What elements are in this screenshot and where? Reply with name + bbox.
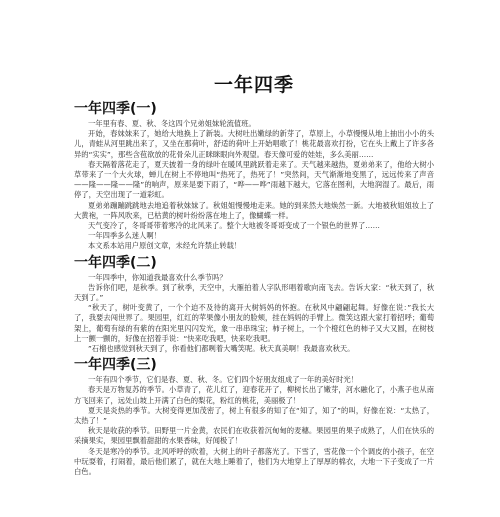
section-1 bbox=[74, 100, 434, 252]
paragraph: 春天是万物复苏的季节。小草青了，花儿红了，迎春花开了，柳树长出了嫩芽，河水融化了，小燕子也从南方飞回来了，远处山坡上开满了白色的梨花，粉红的桃花，美丽极了！ bbox=[74, 385, 434, 405]
section-heading: 一年四季(三) bbox=[74, 357, 157, 374]
paragraph: 一年有四个季节，它们是春、夏、秋、冬。它们四个好朋友组成了一年的美好时光！ bbox=[88, 375, 358, 385]
paragraph: “秋天了，树叶变黄了，一个个迫不及待的离开大树妈妈的怀抱。在秋风中翩翩起舞。好像在说：”我长大了，我要去闯世界了。果园里，红红的苹果像小朋友的脸颊，挂在妈妈的手臂上。微笑这跟大家打着招呼；葡萄架上，葡萄有绿的有紫的在阳光里闪闪发光，象一串串珠宝；柿子树上，一个个橙红色的柿子又大又圆，在树枝上一颤一颤的，好像在招着手说：“快来吃我吧，快来吃我吧。 bbox=[74, 303, 434, 343]
document-title: 一年四季 bbox=[213, 74, 294, 96]
paragraph: 一年四季中，你知道我最喜欢什么季节吗？ bbox=[88, 272, 227, 282]
document-page bbox=[74, 0, 434, 517]
section-heading: 一年四季(一) bbox=[74, 101, 157, 117]
section-3 bbox=[74, 356, 434, 477]
paragraph: 春天隔着落花走了，夏天披着一身的绿叶在暖风里跳跃着走来了。天气越来越热，夏弟弟来了，他给大树小草带来了一个大火球，蝉儿在树上不停地叫“热死了，热死了！”突然间，天气渐渐地变黑了，远远传来了声音——隆——隆——隆”的响声，原来是要下雨了，“哗——哗”雨越下越大，它落在图利，大地润湿了。最后，雨停了，天空出现了一道彩虹。 bbox=[74, 159, 434, 200]
paragraph: 天气变冷了，冬哥哥带着寒冷的北风来了。整个大地被冬哥哥变成了一个银色的世界了…… bbox=[88, 221, 380, 231]
paragraph: 本文系本站用户原创文章，未经允许禁止转载！ bbox=[88, 241, 242, 251]
section-heading: 一年四季(二) bbox=[74, 254, 157, 271]
paragraph: 开始，春妹妹来了，她给大地换上了新装。大树吐出嫩绿的新芽了，草原上，小草慢慢从地上抽出小小的头儿，青蛙从河里跳出来了，又坐在那荷叶，舒适的荷叶上开始唱歌了！桃花最喜欢打扮，它在头上戴上了许多各异的“实实”，那些含苞欲放的花骨朵儿正眯眯眼向外观望。春天像可爱的娃娃，多么美丽…… bbox=[74, 129, 434, 159]
paragraph: ”石榴也感觉到秋天到了，你看他们都咧着大嘴笑呢。秋天真美啊！我最喜欢秋天。 bbox=[88, 344, 355, 354]
paragraph: 一年四季多么迷人啊！ bbox=[88, 231, 161, 241]
paragraph: 一年里有春、夏、秋、冬这四个兄弟姐妹轮流值班。 bbox=[88, 119, 256, 128]
paragraph: 夏弟弟蹦蹦跳跳地去地追着秋妹妹了。秋姐姐慢慢地走来。她的到来然大地焕然一新。大地被秋姐姐妆上了大黄袍，一阵风吹来，已枯黄的树叶纷纷落在地上了，像蝴蝶一样。 bbox=[74, 200, 434, 220]
paragraph: 秋天是收获的季节。田野里一片金黄，农民们在收获着沉甸甸的麦穗。果园里的果子成熟了，人们在快乐的采摘果实，果园里飘着甜甜的水果香味，好闻极了！ bbox=[74, 426, 434, 446]
section-2 bbox=[74, 254, 434, 355]
paragraph: 夏天是炎热的季节。大树变得更加茂密了，树上有很多的知了在“知了，知了”的叫，好像在说：“太热了，太热了！” bbox=[74, 405, 434, 426]
paragraph: 冬天是寒冷的季节。北风呼呼的吹着，大树上的叶子都落光了。下雪了，雪花像一个个调皮的小孩子，在空中玩耍着，打闹着，最后他们累了，就在大地上睡着了，他们为大地穿上了厚厚的棉衣，大地一下子变成了一片白色。 bbox=[74, 446, 434, 477]
paragraph: 告诉你们吧，是秋季。到了秋季，天空中，大雁拍着人字队形唱着歌向南飞去。告诉大家：“秋天到了，秋天到了。” bbox=[74, 282, 434, 303]
